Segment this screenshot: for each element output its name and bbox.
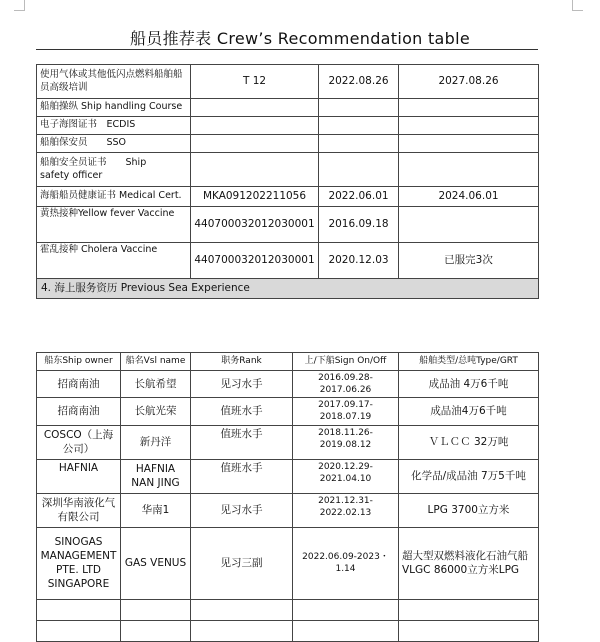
sea-experience-table — [36, 352, 539, 642]
cert-issued — [319, 153, 399, 187]
cert-number — [191, 153, 319, 187]
owner-cell: 招商南油 — [37, 371, 121, 398]
rank-cell: 值班水手 — [191, 425, 293, 459]
cert-issued: 2020.12.03 — [319, 243, 399, 279]
experience-row — [37, 527, 539, 599]
cert-number: 440700032012030001 — [191, 243, 319, 279]
owner-cell: COSCO（上海公司） — [37, 425, 121, 459]
experience-row — [37, 459, 539, 493]
cert-expiry: 2024.06.01 — [399, 187, 539, 207]
cert-expiry — [399, 135, 539, 153]
cert-name: 船舶安全员证书 Ship safety officer — [37, 153, 191, 187]
owner-cell: 深圳华南液化气有限公司 — [37, 493, 121, 527]
rank-cell: 见习水手 — [191, 371, 293, 398]
cert-row — [37, 187, 539, 207]
vessel-cell: 华南1 — [121, 493, 191, 527]
cert-row — [37, 135, 539, 153]
section-header-row — [37, 279, 539, 299]
cert-issued: 2022.08.26 — [319, 65, 399, 99]
cert-row — [37, 153, 539, 187]
experience-row — [37, 425, 539, 459]
cert-issued: 2016.09.18 — [319, 207, 399, 243]
cert-row — [37, 243, 539, 279]
title-rule — [36, 49, 538, 50]
cert-name: 船舶保安员 SSO — [37, 135, 191, 153]
cert-row — [37, 117, 539, 135]
period-cell: 2020.12.29-2021.04.10 — [293, 459, 399, 493]
cert-row — [37, 99, 539, 117]
owner-cell: HAFNIA — [37, 459, 121, 493]
recommendation-table — [36, 64, 539, 299]
cert-name: 黄热接种Yellow fever Vaccine — [37, 207, 191, 243]
column-header-rank: 职务Rank — [191, 353, 293, 371]
experience-header-row — [37, 353, 539, 371]
cert-name: 霍乱接种 Cholera Vaccine — [37, 243, 191, 279]
vessel-cell: 新丹洋 — [121, 425, 191, 459]
page-corner-mark-left — [14, 0, 25, 11]
type-cell: 成品油4万6千吨 — [399, 398, 539, 425]
column-header-vessel: 船名Vsl name — [121, 353, 191, 371]
rank-cell: 见习三副 — [191, 527, 293, 599]
owner-cell: SINOGAS MANAGEMENT PTE. LTD SINGAPORE — [37, 527, 121, 599]
type-cell: LPG 3700立方米 — [399, 493, 539, 527]
experience-row — [37, 371, 539, 398]
period-cell: 2022.06.09-2023・1.14 — [293, 527, 399, 599]
cert-issued: 2022.06.01 — [319, 187, 399, 207]
rank-cell: 值班水手 — [191, 398, 293, 425]
period-cell: 2017.09.17-2018.07.19 — [293, 398, 399, 425]
cert-number — [191, 117, 319, 135]
section-title: 4. 海上服务资历 Previous Sea Experience — [37, 279, 539, 299]
type-cell: 化学品/成品油 7万5千吨 — [399, 459, 539, 493]
cert-expiry — [399, 207, 539, 243]
cert-number: MKA091202211056 — [191, 187, 319, 207]
page-corner-mark-right — [572, 0, 583, 11]
empty-row — [37, 620, 539, 641]
cert-issued — [319, 117, 399, 135]
empty-row — [37, 599, 539, 620]
cert-name: 电子海图证书 ECDIS — [37, 117, 191, 135]
cert-name: 船舶操纵 Ship handling Course — [37, 99, 191, 117]
cert-name: 海船船员健康证书 Medical Cert. — [37, 187, 191, 207]
vessel-cell: GAS VENUS — [121, 527, 191, 599]
cert-row — [37, 207, 539, 243]
type-cell: 成品油 4万6千吨 — [399, 371, 539, 398]
vessel-cell: 长航光荣 — [121, 398, 191, 425]
type-cell: ＶＬＣＣ 32万吨 — [399, 425, 539, 459]
cert-expiry — [399, 99, 539, 117]
cert-number — [191, 135, 319, 153]
experience-row — [37, 493, 539, 527]
cert-issued — [319, 135, 399, 153]
rank-cell: 值班水手 — [191, 459, 293, 493]
vessel-cell: 长航希望 — [121, 371, 191, 398]
period-cell: 2021.12.31-2022.02.13 — [293, 493, 399, 527]
cert-name: 使用气体或其他低闪点燃料船舶船员高级培训 — [37, 65, 191, 99]
cert-number: 440700032012030001 — [191, 207, 319, 243]
period-cell: 2016.09.28-2017.06.26 — [293, 371, 399, 398]
cert-expiry — [399, 153, 539, 187]
cert-expiry — [399, 117, 539, 135]
rank-cell: 见习水手 — [191, 493, 293, 527]
vessel-cell: HAFNIA NAN JING — [121, 459, 191, 493]
column-header-owner: 船东Ship owner — [37, 353, 121, 371]
cert-expiry: 已服完3次 — [399, 243, 539, 279]
column-header-type: 船舶类型/总吨Type/GRT — [399, 353, 539, 371]
column-header-period: 上/下船Sign On/Off — [293, 353, 399, 371]
page-title: 船员推荐表 Crew’s Recommendation table — [129, 29, 471, 48]
owner-cell: 招商南油 — [37, 398, 121, 425]
period-cell: 2018.11.26-2019.08.12 — [293, 425, 399, 459]
type-cell: 超大型双燃料液化石油气船VLGC 86000立方米LPG — [399, 527, 539, 599]
cert-issued — [319, 99, 399, 117]
cert-number — [191, 99, 319, 117]
experience-row — [37, 398, 539, 425]
cert-expiry: 2027.08.26 — [399, 65, 539, 99]
cert-row — [37, 65, 539, 99]
cert-number: T 12 — [191, 65, 319, 99]
